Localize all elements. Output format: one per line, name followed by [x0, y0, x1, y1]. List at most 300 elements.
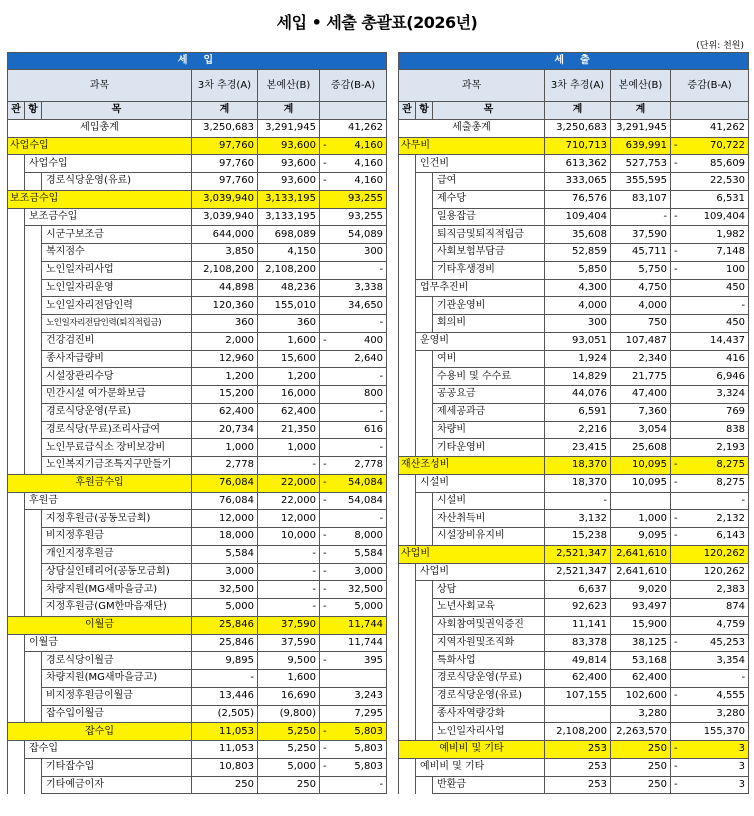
row-label: 시설장비유지비 [433, 528, 545, 546]
row-label: 차량지원(MG새마을금고) [42, 670, 192, 688]
value-diff: 11,744 [334, 616, 387, 634]
page-title: 세입 • 세출 총괄표(2026년) [276, 13, 478, 32]
table-row [8, 758, 387, 776]
value-b: 10,000 [258, 528, 320, 546]
hang-spacer [416, 528, 433, 546]
value-b: - [258, 581, 320, 599]
table-row [8, 137, 387, 155]
row-label: 특화사업 [433, 652, 545, 670]
row-label: 사업비 [399, 545, 545, 563]
row-label: 사무비 [399, 137, 545, 155]
table-row [8, 670, 387, 688]
gwan-spacer [8, 652, 25, 670]
value-a: 613,362 [545, 155, 611, 173]
col-b-header: 본예산(B) [611, 70, 671, 102]
table-row [8, 581, 387, 599]
table-row [399, 776, 749, 794]
table-row [399, 741, 749, 759]
row-label: 기타후생경비 [433, 261, 545, 279]
value-diff: 300 [334, 244, 387, 262]
value-diff: 769 [685, 403, 749, 421]
value-b: - [258, 457, 320, 475]
gwan-spacer [8, 492, 25, 510]
value-diff: 93,255 [334, 190, 387, 208]
row-label: 사업수입 [25, 155, 192, 173]
table-row [8, 439, 387, 457]
hang-spacer [416, 297, 433, 315]
row-label: 시군구보조금 [42, 226, 192, 244]
sign-cell [671, 315, 685, 333]
row-label: 노인일자리사업 [42, 261, 192, 279]
sign-cell [671, 439, 685, 457]
value-b: 10,095 [611, 457, 671, 475]
value-a: 18,000 [192, 528, 258, 546]
sign-cell [671, 279, 685, 297]
value-b: 360 [258, 315, 320, 333]
row-label: 잡수입이월금 [42, 705, 192, 723]
row-label: 경로식당운영(유료) [42, 173, 192, 191]
value-b: 37,590 [611, 226, 671, 244]
row-label: 시설비 [433, 492, 545, 510]
table-row [8, 155, 387, 173]
gwan-spacer [399, 332, 416, 350]
value-diff: 155,370 [685, 723, 749, 741]
gwan-spacer [8, 173, 25, 191]
row-label: 사업수입 [8, 137, 192, 155]
value-diff: 3,243 [334, 687, 387, 705]
value-diff: 5,000 [334, 599, 387, 617]
value-a: 10,803 [192, 758, 258, 776]
hang-header: 항 [416, 102, 433, 120]
sign-cell: - [320, 137, 334, 155]
table-row [399, 652, 749, 670]
hang-spacer [416, 439, 433, 457]
gwan-spacer [8, 226, 25, 244]
hang-spacer [25, 279, 42, 297]
value-b: 250 [258, 776, 320, 794]
subject-header: 과목 [399, 70, 545, 102]
value-b: 107,487 [611, 332, 671, 350]
value-b: 21,350 [258, 421, 320, 439]
total-b-header: 계 [611, 102, 671, 120]
gwan-spacer [399, 705, 416, 723]
gwan-spacer [399, 510, 416, 528]
hang-spacer [25, 226, 42, 244]
subject-header: 과목 [8, 70, 192, 102]
value-a: 360 [192, 315, 258, 333]
hang-spacer [416, 652, 433, 670]
table-row [399, 492, 749, 510]
value-diff: 6,531 [685, 190, 749, 208]
row-label: 경로식당(무료)조리사급여 [42, 421, 192, 439]
value-diff: 5,584 [334, 545, 387, 563]
value-a: 5,000 [192, 599, 258, 617]
table-row [8, 528, 387, 546]
hang-spacer [416, 403, 433, 421]
value-a: 5,850 [545, 261, 611, 279]
table-row [399, 279, 749, 297]
mok-header: 목 [42, 102, 192, 120]
sign-cell [320, 776, 334, 794]
value-b: 22,000 [258, 492, 320, 510]
gwan-spacer [8, 439, 25, 457]
value-diff: - [334, 261, 387, 279]
hang-spacer [25, 421, 42, 439]
value-a: 253 [545, 758, 611, 776]
value-diff: - [685, 670, 749, 688]
value-b: 3,280 [611, 705, 671, 723]
table-row [399, 403, 749, 421]
value-diff: 45,253 [685, 634, 749, 652]
sign-cell [671, 226, 685, 244]
sign-cell [671, 403, 685, 421]
sign-cell [320, 119, 334, 137]
value-b: 5,250 [258, 723, 320, 741]
table-row [399, 457, 749, 475]
total-a-header: 계 [192, 102, 258, 120]
value-diff: 2,383 [685, 581, 749, 599]
unit-label: (단위: 천원) [696, 41, 744, 51]
sign-cell [671, 421, 685, 439]
gwan-spacer [399, 723, 416, 741]
table-row [8, 208, 387, 226]
value-a: 2,778 [192, 457, 258, 475]
value-diff: 41,262 [334, 119, 387, 137]
row-label: 시설장관리수당 [42, 368, 192, 386]
table-row [399, 634, 749, 652]
gwan-header: 관 [399, 102, 416, 120]
sign-cell [320, 634, 334, 652]
sign-cell [320, 279, 334, 297]
hang-spacer [25, 261, 42, 279]
value-a: 3,250,683 [192, 119, 258, 137]
hang-spacer [416, 421, 433, 439]
value-diff: - [334, 776, 387, 794]
gwan-spacer [8, 563, 25, 581]
hang-spacer [25, 758, 42, 776]
value-b: 53,168 [611, 652, 671, 670]
value-b: 9,500 [258, 652, 320, 670]
sign-cell: - [320, 563, 334, 581]
value-a: 2,108,200 [192, 261, 258, 279]
value-diff: - [334, 510, 387, 528]
table-row [399, 155, 749, 173]
row-label: 건강검진비 [42, 332, 192, 350]
gwan-spacer [399, 244, 416, 262]
value-diff: 5,803 [334, 741, 387, 759]
value-b: - [258, 545, 320, 563]
gwan-spacer [8, 421, 25, 439]
gwan-spacer [399, 155, 416, 173]
row-label: 이월금 [8, 616, 192, 634]
value-diff: 41,262 [685, 119, 749, 137]
table-row [8, 545, 387, 563]
gwan-spacer [399, 403, 416, 421]
row-label: 업무추진비 [416, 279, 545, 297]
table-row [399, 563, 749, 581]
value-a: 32,500 [192, 581, 258, 599]
sign-cell: - [671, 687, 685, 705]
value-b [611, 492, 671, 510]
value-a: 62,400 [192, 403, 258, 421]
sign-cell [320, 705, 334, 723]
table-row [399, 386, 749, 404]
value-b: 2,108,200 [258, 261, 320, 279]
value-diff: 450 [685, 279, 749, 297]
gwan-spacer [8, 528, 25, 546]
col-a-header: 3차 추경(A) [545, 70, 611, 102]
value-b: 250 [611, 741, 671, 759]
row-label: 사회참여및권익증진 [433, 616, 545, 634]
row-label: 상담 [433, 581, 545, 599]
row-label: 경로식당이월금 [42, 652, 192, 670]
value-a: 2,521,347 [545, 563, 611, 581]
hang-spacer [25, 599, 42, 617]
gwan-spacer [8, 510, 25, 528]
value-b: (9,800) [258, 705, 320, 723]
row-label: 일용잡금 [433, 208, 545, 226]
sign-cell: - [671, 758, 685, 776]
gwan-spacer [8, 457, 25, 475]
value-a: 35,608 [545, 226, 611, 244]
gwan-spacer [399, 386, 416, 404]
value-b: 750 [611, 315, 671, 333]
table-row [8, 474, 387, 492]
value-b: 93,497 [611, 599, 671, 617]
table-row [399, 670, 749, 688]
row-label: 예비비 및 기타 [399, 741, 545, 759]
value-b: 10,095 [611, 474, 671, 492]
sign-cell [320, 226, 334, 244]
value-diff: 109,404 [685, 208, 749, 226]
value-a: 11,053 [192, 741, 258, 759]
table-row [8, 510, 387, 528]
value-b: 47,400 [611, 386, 671, 404]
table-row [8, 776, 387, 794]
total-b-header: 계 [258, 102, 320, 120]
row-label: 비지정후원금이월금 [42, 687, 192, 705]
table-row [8, 421, 387, 439]
value-b: 3,133,195 [258, 208, 320, 226]
sign-cell [320, 261, 334, 279]
value-diff: 100 [685, 261, 749, 279]
value-b: 7,360 [611, 403, 671, 421]
gwan-spacer [399, 687, 416, 705]
table-row [8, 261, 387, 279]
value-b: 93,600 [258, 155, 320, 173]
table-row [399, 315, 749, 333]
sign-cell: - [320, 581, 334, 599]
hang-spacer [25, 528, 42, 546]
sign-cell [320, 687, 334, 705]
value-diff: 8,275 [685, 457, 749, 475]
value-a: 6,637 [545, 581, 611, 599]
value-a: - [192, 670, 258, 688]
table-row [399, 137, 749, 155]
gwan-spacer [8, 776, 25, 794]
sign-cell [320, 190, 334, 208]
value-diff: 3,000 [334, 563, 387, 581]
value-diff: 120,262 [685, 563, 749, 581]
sign-cell [671, 616, 685, 634]
value-a: 5,584 [192, 545, 258, 563]
gwan-spacer [8, 634, 25, 652]
value-b: 22,000 [258, 474, 320, 492]
value-b: 1,000 [258, 439, 320, 457]
table-row [399, 474, 749, 492]
gwan-spacer [399, 226, 416, 244]
sign-cell: - [320, 528, 334, 546]
hang-spacer [416, 315, 433, 333]
value-a: 13,446 [192, 687, 258, 705]
table-row [399, 705, 749, 723]
value-b: 698,089 [258, 226, 320, 244]
gwan-spacer [8, 741, 25, 759]
hang-spacer [416, 616, 433, 634]
table-row [399, 758, 749, 776]
value-diff: 3 [685, 776, 749, 794]
value-diff: 14,437 [685, 332, 749, 350]
value-a: 62,400 [545, 670, 611, 688]
gwan-spacer [8, 279, 25, 297]
value-diff: 416 [685, 350, 749, 368]
hang-spacer [25, 563, 42, 581]
value-diff: 11,744 [334, 634, 387, 652]
table-row [8, 634, 387, 652]
sign-cell: - [320, 599, 334, 617]
value-a: 4,300 [545, 279, 611, 297]
value-a: 3,132 [545, 510, 611, 528]
hang-spacer [25, 332, 42, 350]
value-b: 93,600 [258, 173, 320, 191]
row-label: 급여 [433, 173, 545, 191]
hang-spacer [25, 244, 42, 262]
gwan-spacer [8, 368, 25, 386]
revenue-section-header: 세 입 [8, 53, 387, 70]
gwan-spacer [399, 581, 416, 599]
value-a: 14,829 [545, 368, 611, 386]
value-diff: 3,324 [685, 386, 749, 404]
row-label: 지역자원및조직화 [433, 634, 545, 652]
row-label: 기타예금이자 [42, 776, 192, 794]
row-label: 이월금 [25, 634, 192, 652]
value-b: - [611, 208, 671, 226]
table-row [399, 173, 749, 191]
value-diff: 2,193 [685, 439, 749, 457]
row-label: 사업비 [416, 563, 545, 581]
hang-spacer [416, 687, 433, 705]
row-label: 여비 [433, 350, 545, 368]
gwan-spacer [8, 545, 25, 563]
value-b: 250 [611, 776, 671, 794]
value-a: 4,000 [545, 297, 611, 315]
sign-cell: - [320, 173, 334, 191]
table-row [399, 599, 749, 617]
gwan-spacer [399, 190, 416, 208]
table-row [8, 492, 387, 510]
value-b: 4,750 [611, 279, 671, 297]
hang-spacer [25, 510, 42, 528]
value-diff: - [685, 492, 749, 510]
value-diff: - [685, 297, 749, 315]
value-diff: 4,759 [685, 616, 749, 634]
row-label: 기관운영비 [433, 297, 545, 315]
value-b: 527,753 [611, 155, 671, 173]
value-a: 25,846 [192, 634, 258, 652]
hang-spacer [416, 581, 433, 599]
value-b: 2,641,610 [611, 545, 671, 563]
total-c-header [671, 102, 749, 120]
gwan-spacer [399, 474, 416, 492]
value-diff: 3 [685, 741, 749, 759]
value-a: 253 [545, 776, 611, 794]
row-label: 후원금수입 [8, 474, 192, 492]
row-label: 반환금 [433, 776, 545, 794]
value-diff: 34,650 [334, 297, 387, 315]
table-row [8, 652, 387, 670]
value-a: 93,051 [545, 332, 611, 350]
value-b: 639,991 [611, 137, 671, 155]
value-diff: 7,148 [685, 244, 749, 262]
sign-cell: - [671, 208, 685, 226]
hang-spacer [416, 261, 433, 279]
value-a: 644,000 [192, 226, 258, 244]
sign-cell [671, 563, 685, 581]
gwan-spacer [399, 670, 416, 688]
hang-spacer [416, 723, 433, 741]
value-a: 109,404 [545, 208, 611, 226]
gwan-spacer [399, 173, 416, 191]
value-a: 2,521,347 [545, 545, 611, 563]
value-b: 83,107 [611, 190, 671, 208]
table-row [8, 616, 387, 634]
row-label: 비지정후원금 [42, 528, 192, 546]
table-row [8, 244, 387, 262]
sign-cell [320, 510, 334, 528]
value-b: 16,690 [258, 687, 320, 705]
row-label: 회의비 [433, 315, 545, 333]
row-label: 복지점수 [42, 244, 192, 262]
value-b: 2,263,570 [611, 723, 671, 741]
sign-cell [671, 297, 685, 315]
value-b: 2,340 [611, 350, 671, 368]
hang-spacer [416, 368, 433, 386]
sign-cell: - [320, 758, 334, 776]
hang-spacer [416, 244, 433, 262]
value-b: 155,010 [258, 297, 320, 315]
sign-cell: - [671, 528, 685, 546]
table-row [399, 208, 749, 226]
value-a: 25,846 [192, 616, 258, 634]
value-a: 44,898 [192, 279, 258, 297]
value-diff: - [334, 439, 387, 457]
hang-spacer [25, 350, 42, 368]
table-row [8, 403, 387, 421]
value-diff [334, 670, 387, 688]
value-a: 300 [545, 315, 611, 333]
row-label: 퇴직금및퇴직적립금 [433, 226, 545, 244]
hang-spacer [25, 705, 42, 723]
table-row [399, 616, 749, 634]
value-diff: 2,778 [334, 457, 387, 475]
row-label: 노인일자리전담인력(퇴직적립금) [42, 315, 192, 333]
hang-spacer [25, 652, 42, 670]
value-b: 37,590 [258, 634, 320, 652]
hang-spacer [25, 315, 42, 333]
row-label: 노인무료급식소 장비보강비 [42, 439, 192, 457]
sign-cell: - [671, 510, 685, 528]
sign-cell: - [671, 741, 685, 759]
